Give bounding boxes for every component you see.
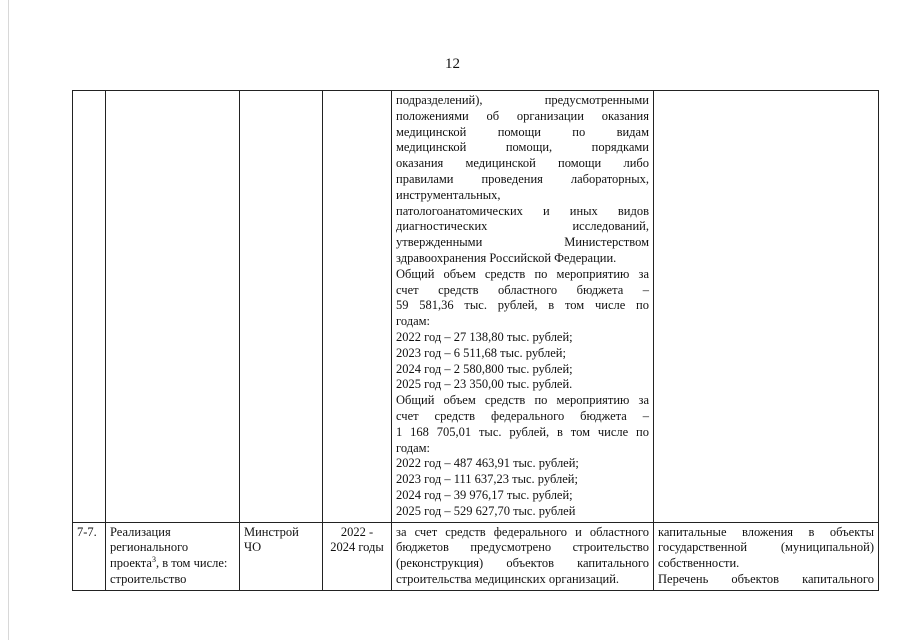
description-line: 2024 год – 2 580,800 тыс. рублей;	[396, 361, 573, 376]
description-line: 59 581,36 тыс. рублей, в том числе по	[396, 298, 649, 313]
cell-title-empty	[106, 91, 240, 523]
cell-responsible-empty	[240, 91, 323, 523]
measures-table	[72, 90, 879, 591]
description-line: 2025 год – 23 350,00 тыс. рублей.	[396, 377, 573, 392]
description-line: правилами проведения лабораторных,	[396, 171, 649, 186]
cell-title	[106, 522, 240, 590]
cell-result-empty	[654, 91, 879, 523]
description-line: 2022 год – 27 138,80 тыс. рублей;	[396, 329, 573, 344]
responsible-body: Минстрой ЧО	[244, 524, 299, 555]
cell-description-continued	[392, 91, 654, 523]
description-line: медицинской помощи по видам	[396, 124, 649, 139]
scan-edge-line	[8, 0, 9, 640]
description-line: счет средств областного бюджета –	[396, 282, 649, 297]
description-line: 2025 год – 529 627,70 тыс. рублей	[396, 503, 576, 518]
description-line: диагностических исследований,	[396, 219, 649, 234]
cell-description	[392, 522, 654, 590]
description-line: здравоохранения Российской Федерации.	[396, 250, 617, 265]
description-line: годам:	[396, 440, 430, 455]
description-line: 2023 год – 111 637,23 тыс. рублей;	[396, 472, 578, 487]
description-line: 1 168 705,01 тыс. рублей, в том числе по	[396, 424, 649, 439]
cell-result	[654, 522, 879, 590]
description-line: Общий объем средств по мероприятию за	[396, 266, 649, 281]
description-line: оказания медицинской помощи либо	[396, 156, 649, 171]
page-number: 12	[445, 56, 460, 72]
description-line: медицинской помощи, порядками	[396, 140, 649, 155]
description-text: за счет средств федерального и областного бюджетов предусмотрено строительство (реконструкция) объектов капитального строительства медицинских организаций.	[396, 524, 649, 586]
description-line: инструментальных,	[396, 187, 501, 202]
description-line: патологоанатомических и иных видов	[396, 203, 649, 218]
row-number: 7-7.	[77, 524, 97, 539]
description-line: 2023 год – 6 511,68 тыс. рублей;	[396, 345, 566, 360]
description-lines	[396, 93, 649, 520]
cell-number-empty	[73, 91, 106, 523]
row-title-part1: Реализация регионального проекта	[110, 524, 189, 571]
result-text-2: Перечень объектов капитального	[658, 571, 874, 586]
description-line: 2024 год – 39 976,17 тыс. рублей;	[396, 487, 573, 502]
table-row-continued	[73, 91, 879, 523]
description-line: подразделений), предусмотренными	[396, 93, 649, 107]
period: 2022 - 2024 годы	[330, 524, 384, 555]
cell-period	[323, 522, 392, 590]
description-line: утвержденными Министерством	[396, 235, 649, 250]
cell-period-empty	[323, 91, 392, 523]
description-line: положениями об организации оказания	[396, 108, 649, 123]
result-text-1: капитальные вложения в объекты государственной (муниципальной) собственности.	[658, 524, 874, 571]
description-line: счет средств федерального бюджета –	[396, 408, 649, 423]
cell-number	[73, 522, 106, 590]
table-row-7-7	[73, 522, 879, 590]
row-title-part2: , в том числе: строительство	[110, 556, 228, 586]
description-line: Общий объем средств по мероприятию за	[396, 393, 649, 408]
description-line: 2022 год – 487 463,91 тыс. рублей;	[396, 456, 579, 471]
footnote-mark: 3	[151, 554, 156, 564]
description-line: годам:	[396, 314, 430, 329]
cell-responsible	[240, 522, 323, 590]
